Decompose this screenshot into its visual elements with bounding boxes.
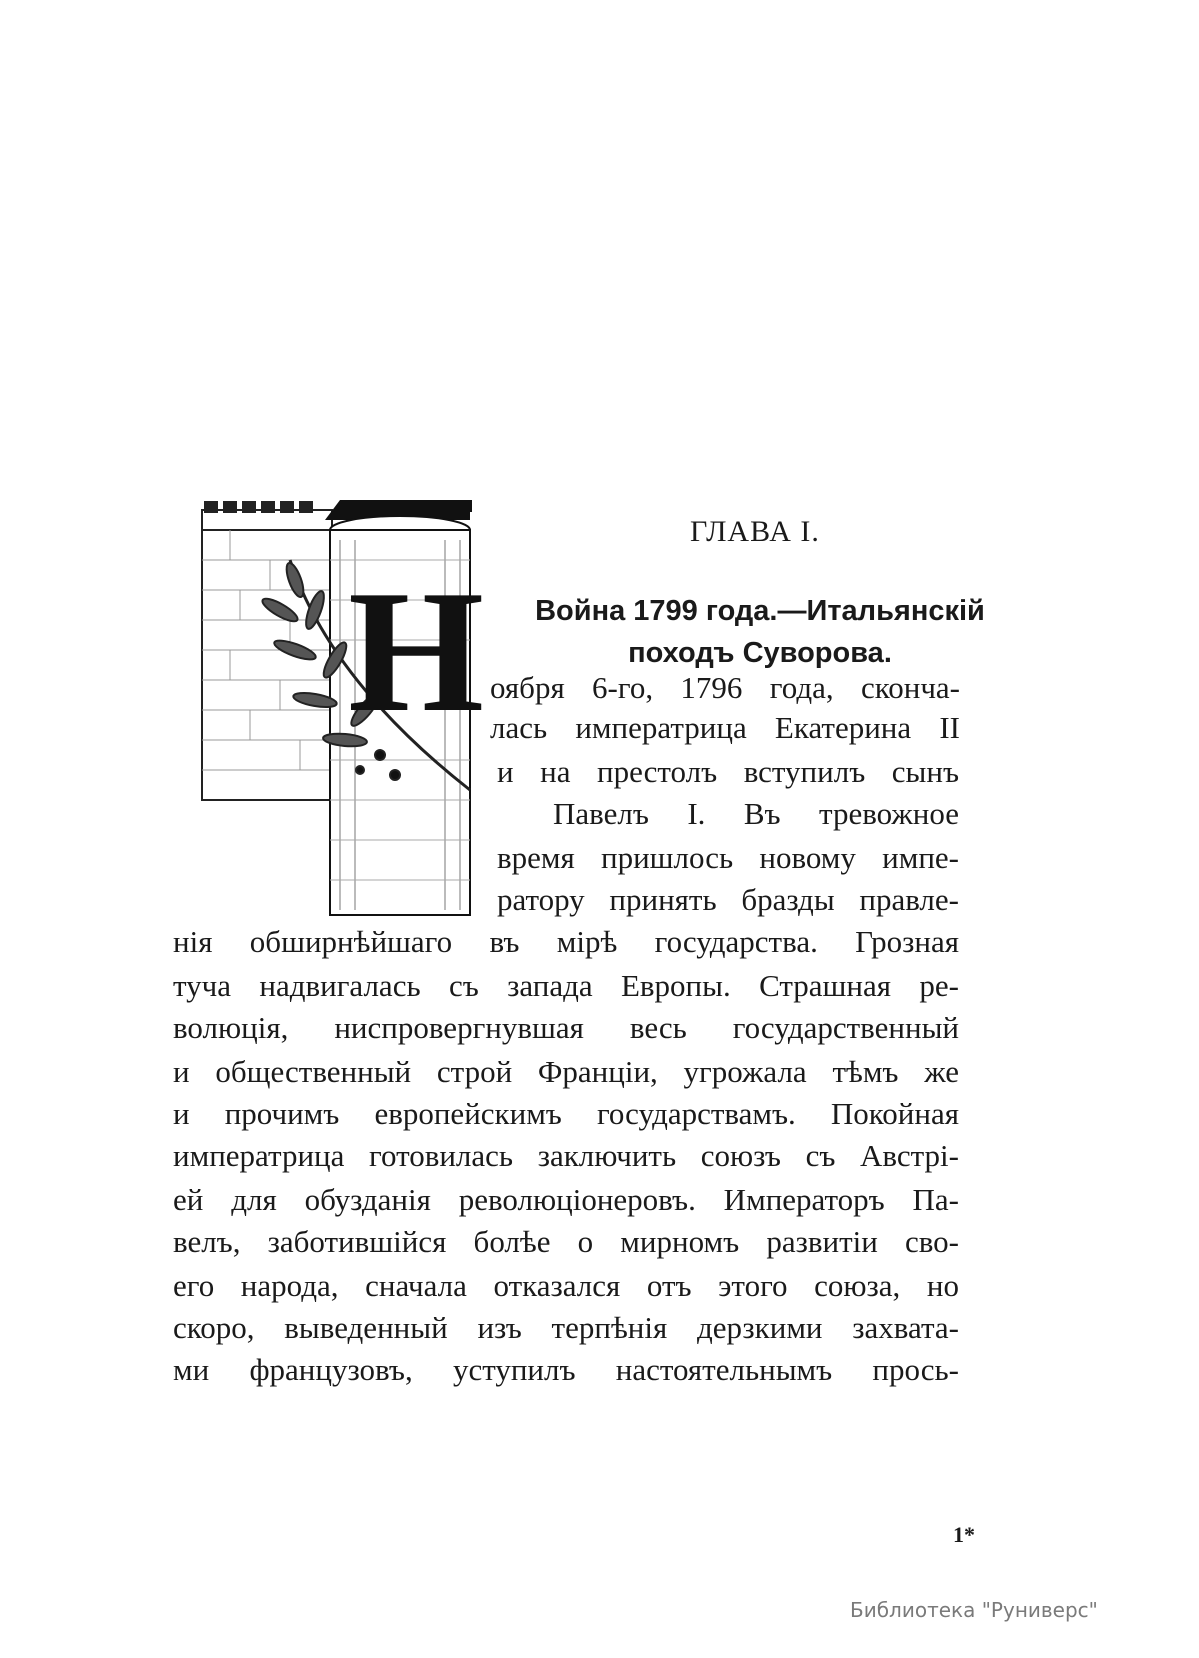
body-line: оября 6-го, 1796 года, сконча-	[490, 670, 960, 705]
drop-cap-illustration	[200, 500, 485, 920]
body-line: время пришлось новому импе-	[497, 840, 959, 875]
drop-cap-letter: Н	[348, 554, 485, 748]
body-line: и на престолъ вступилъ сынъ	[497, 754, 959, 789]
library-watermark: Библиотека "Руниверс"	[850, 1598, 1098, 1622]
chapter-title-line-2: походъ Суворова.	[628, 637, 892, 669]
body-line: и общественный строй Франціи, угрожала тѣмъ же	[173, 1054, 959, 1089]
body-line: волюція, ниспровергнувшая весь государственный	[173, 1010, 959, 1045]
chapter-heading: ГЛАВА I.	[690, 515, 820, 548]
body-line: туча надвигалась съ запада Европы. Страшная ре-	[173, 968, 959, 1003]
body-line: велъ, заботившійся болѣе о мирномъ развитіи сво-	[173, 1224, 959, 1259]
signature-mark: 1*	[953, 1522, 975, 1547]
chapter-title-line-1: Война 1799 года.—Итальянскій	[535, 595, 985, 627]
body-line: скоро, выведенный изъ терпѣнія дерзкими захвата-	[173, 1310, 959, 1345]
body-line: ратору принять бразды правле-	[497, 882, 959, 917]
body-line: его народа, сначала отказался отъ этого союза, но	[173, 1268, 959, 1303]
body-line: ей для обузданія революціонеровъ. Императоръ Па-	[173, 1182, 959, 1217]
body-line: ми французовъ, уступилъ настоятельнымъ прось-	[173, 1352, 959, 1387]
body-line: императрица готовилась заключить союзъ съ Австрі-	[173, 1138, 959, 1173]
body-line: лась императрица Екатерина II	[490, 710, 960, 745]
body-line: и прочимъ европейскимъ государствамъ. Покойная	[173, 1096, 959, 1131]
body-line: нія обширнѣйшаго въ мірѣ государства. Грозная	[173, 924, 959, 959]
castle-wall	[202, 502, 332, 800]
body-line: Павелъ I. Въ тревожное	[553, 796, 959, 831]
